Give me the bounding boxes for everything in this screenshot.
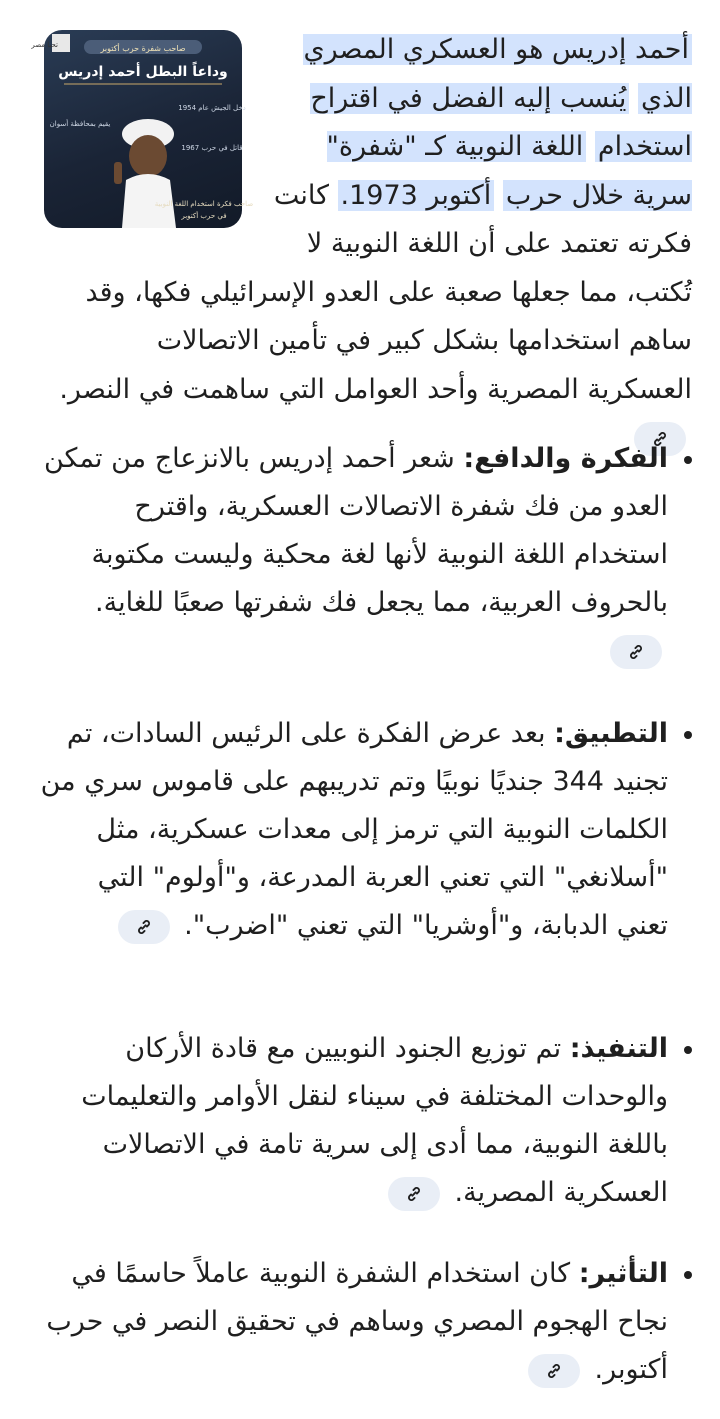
intro-paragraph [31, 26, 692, 463]
bullet-dot [684, 456, 692, 464]
list-item [40, 1025, 668, 1217]
thumb-badge: تحيا مصر [31, 41, 58, 49]
bullet-dot [684, 731, 692, 739]
link-icon [544, 1361, 564, 1381]
link-icon [404, 1184, 424, 1204]
thumb-side-3: قاتل في حرب 1967 [181, 144, 243, 152]
thumb-side-2: يقيم بمحافظة أسوان [49, 120, 111, 128]
bullet-dot [684, 1271, 692, 1279]
highlighted-text: أكتوبر 1973. [338, 180, 495, 211]
bullet-term: الفكرة والدافع: [463, 443, 668, 474]
list-item [40, 435, 668, 675]
bullet-text: كان استخدام الشفرة النوبية عاملاً حاسمًا في نجاح الهجوم المصري وساهم في تحقيق النصر في حرب أكتوبر. [46, 1258, 668, 1385]
link-icon [626, 642, 646, 662]
source-link-chip[interactable] [388, 1177, 440, 1211]
thumb-top-banner: صاحب شفرة حرب أكتوبر [100, 44, 186, 53]
source-thumbnail[interactable] [31, 30, 254, 228]
source-link-chip[interactable] [610, 635, 662, 669]
thumb-bottom-1: صاحب فكرة استخدام اللغة النوبية [154, 200, 254, 208]
link-icon [134, 917, 154, 937]
bullet-text: بعد عرض الفكرة على الرئيس السادات، تم تجنيد 344 جنديًا نوبيًا وتم تدريبهم على قاموس سري من الكلمات النوبية التي ترمز إلى معدات عسكرية، مثل "أسلانغي" التي تعني العربة المدرعة، و"أولوم" التي تعني الدبابة، و"أوشريا" التي تعني "اضرب". [40, 718, 668, 941]
thumb-side-1: دخل الجيش عام 1954 [178, 104, 246, 112]
source-link-chip[interactable] [528, 1354, 580, 1388]
bullet-text: شعر أحمد إدريس بالانزعاج من تمكن العدو من فك شفرة الاتصالات العسكرية، واقترح استخدام اللغة النوبية لأنها لغة محكية وليست مكتوبة بالحروف العربية، مما يجعل فك شفرتها صعبًا للغاية. [43, 443, 668, 618]
list-item [40, 1250, 668, 1394]
thumb-title: وداعاً البطل أحمد إدريس [58, 64, 228, 80]
highlighted-text: اللغة النوبية كـ "شفرة" سرية خلال حرب [326, 131, 692, 211]
highlighted-text: يُنسب إليه الفضل في اقتراح استخدام [310, 82, 692, 162]
bullet-term: التأثير: [578, 1258, 668, 1289]
list-item [40, 710, 668, 950]
thumbnail-graphic [31, 30, 254, 228]
intro-text: كانت فكرته تعتمد على أن اللغة النوبية لا تُكتب، مما جعلها صعبة على العدو الإسرائيلي فكها، وقد ساهم استخدامها بشكل كبير في تأمين الاتصالات العسكرية المصرية وأحد العوامل التي ساهمت في النصر. [59, 179, 692, 405]
bullet-dot [684, 1046, 692, 1054]
bullet-term: التطبيق: [554, 718, 668, 749]
bullet-text: تم توزيع الجنود النوبيين مع قادة الأركان والوحدات المختلفة في سيناء لنقل الأوامر والتعليمات باللغة النوبية، مما أدى إلى سرية تامة في الاتصالات العسكرية المصرية. [81, 1033, 668, 1208]
bullet-term: التنفيذ: [569, 1033, 668, 1064]
source-link-chip[interactable] [118, 910, 170, 944]
thumb-bottom-2: في حرب أكتوبر [181, 212, 227, 220]
highlighted-text: أحمد إدريس هو العسكري المصري الذي [303, 34, 692, 114]
